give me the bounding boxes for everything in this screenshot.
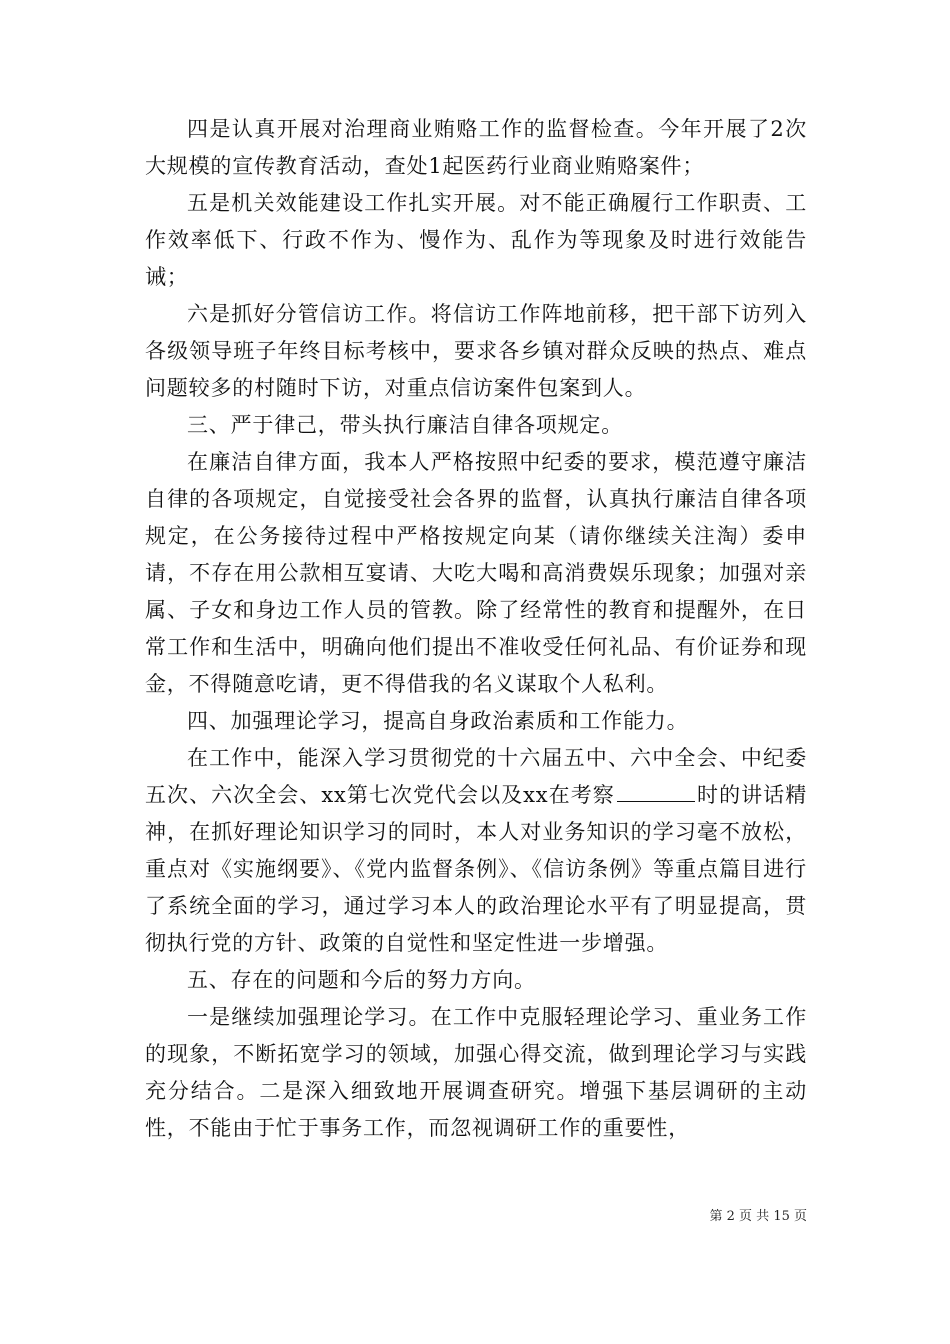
page-number-footer: 第 2 页 共 15 页 <box>709 1209 807 1224</box>
section-5-body: 一是继续加强理论学习。在工作中克服轻理论学习、重业务工作的现象，不断拓宽学习的领域，加强心得交流，做到理论学习与实践充分结合。二是深入细致地开展调查研究。增强下基层调研的主动性，不能由于忙于事务工作，而忽视调研工作的重要性， <box>145 1005 807 1140</box>
fill-in-blank <box>617 783 695 802</box>
study-paragraph <box>145 740 807 962</box>
section-3-heading: 三、严于律己，带头执行廉洁自律各项规定。 <box>187 413 623 437</box>
study-text-after-blank: 时的讲话精神，在抓好理论知识学习的同时，本人对业务知识的学习毫不放松，重点对《实施纲要》、《党内监督条例》、《信访条例》等重点篇目进行了系统全面的学习，通过学习本人的政治理论水平有了明显提高，贯彻执行党的方针、政策的自觉性和坚定性进一步增强。 <box>145 783 807 955</box>
document-body <box>145 111 807 1147</box>
paragraph-item-4: 四是认真开展对治理商业贿赂工作的监督检查。今年开展了2次大规模的宣传教育活动，查处1起医药行业商业贿赂案件； <box>145 117 807 178</box>
paragraph-item-5: 五是机关效能建设工作扎实开展。对不能正确履行工作职责、工作效率低下、行政不作为、慢作为、乱作为等现象及时进行效能告诫； <box>145 191 807 289</box>
paragraph-item-6: 六是抓好分管信访工作。将信访工作阵地前移，把干部下访列入各级领导班子年终目标考核中，要求各乡镇对群众反映的热点、难点问题较多的村随时下访，对重点信访案件包案到人。 <box>145 302 807 400</box>
study-text-before-blank: 在工作中，能深入学习贯彻党的十六届五中、六中全会、中纪委五次、六次全会、xx第七次党代会以及xx在考察 <box>145 746 807 807</box>
section-5-heading: 五、存在的问题和今后的努力方向。 <box>187 968 536 992</box>
integrity-paragraph: 在廉洁自律方面，我本人严格按照中纪委的要求，模范遵守廉洁自律的各项规定，自觉接受社会各界的监督，认真执行廉洁自律各项规定，在公务接待过程中严格按规定向某（请你继续关注淘）委申请，不存在用公款相互宴请、大吃大喝和高消费娱乐现象；加强对亲属、子女和身边工作人员的管教。除了经常性的教育和提醒外，在日常工作和生活中，明确向他们提出不准收受任何礼品、有价证券和现金，不得随意吃请，更不得借我的名义谋取个人私利。 <box>145 450 807 696</box>
section-4-heading: 四、加强理论学习，提高自身政治素质和工作能力。 <box>187 709 689 733</box>
